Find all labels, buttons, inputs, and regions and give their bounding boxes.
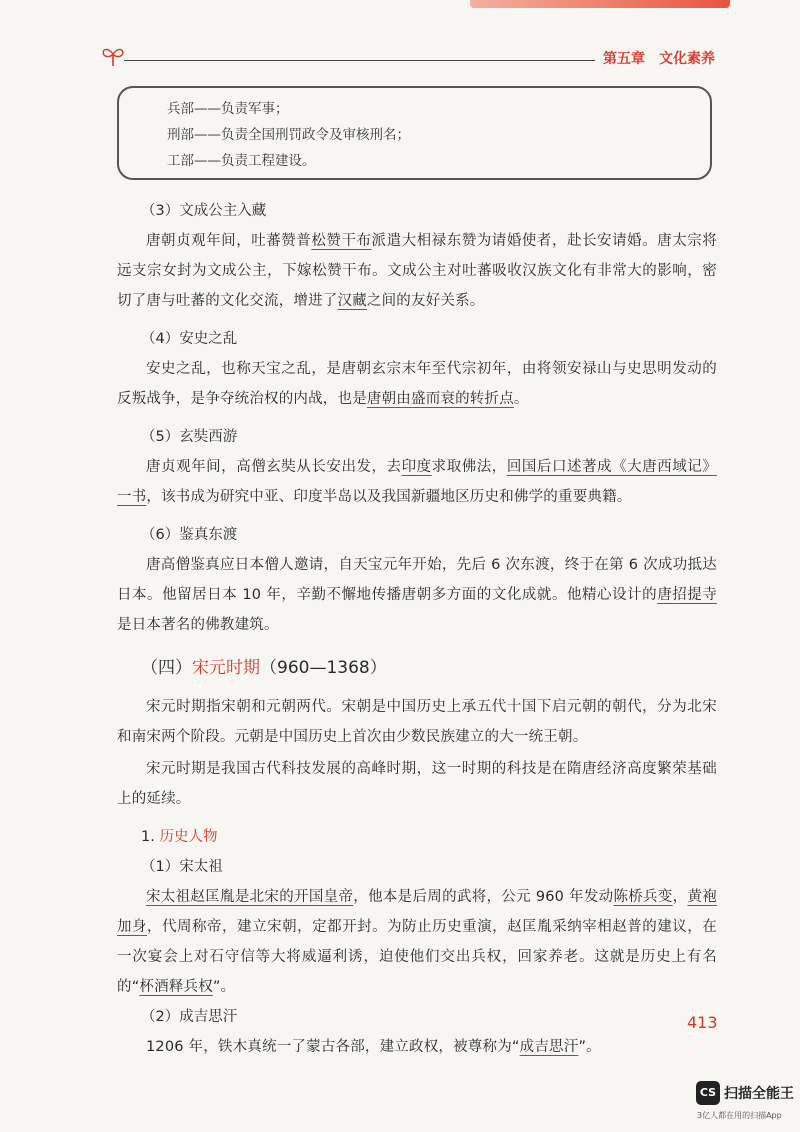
underlined-term: 黄袍加身 <box>117 889 717 935</box>
text-run: ，他本是后周的武将，公元 960 年发动 <box>353 889 614 905</box>
text-run: ，代周称帝，建立宋朝，定都开封。为防止历史重演，赵匡胤采纳宰相赵普的建议，在一次宴会上对石守信等大将威逼利诱，迫使他们交出兵权，回家养老。这就是历史上有名的“ <box>117 919 717 995</box>
chapter-title: 第五章 文化素养 <box>603 51 715 67</box>
subsection-heading: （3）文成公主入藏 <box>141 203 267 219</box>
paragraph: 宋元时期指宋朝和元朝两代。宋朝是中国历史上承五代十国下启元朝的朝代，分为北宋和南宋两个阶段。元朝是中国历史上首次由少数民族建立的大一统王朝。 <box>117 699 717 745</box>
text-run: ”。 <box>212 979 236 995</box>
section-heading-years: （960—1368） <box>260 658 387 678</box>
paragraph <box>117 226 717 316</box>
page-number: 413 <box>687 1013 718 1032</box>
underlined-term: 印度 <box>401 459 432 475</box>
underlined-term: 唐招提寺 <box>657 587 717 603</box>
paragraph <box>117 354 717 414</box>
paragraph: 宋元时期是我国古代科技发展的高峰时期，这一时期的科技是在隋唐经济高度繁荣基础上的延续。 <box>117 761 717 807</box>
note-line: 工部——负责工程建设。 <box>167 153 316 169</box>
paragraph <box>117 882 717 1002</box>
underlined-term: 唐朝由盛而衰的转折点 <box>366 391 514 407</box>
underlined-term: 杯酒释兵权 <box>139 979 213 995</box>
text-run: 1206 年，铁木真统一了蒙古各部，建立政权，被尊称为“ <box>146 1039 520 1055</box>
underlined-term: 成吉思汗 <box>519 1039 579 1055</box>
paragraph <box>117 550 717 640</box>
subsection-heading: （6）鉴真东渡 <box>141 527 238 543</box>
sprout-icon <box>100 42 126 68</box>
section-heading-title: 宋元时期 <box>192 658 260 678</box>
underlined-term: 陈桥兵变 <box>613 889 673 905</box>
subsection-heading: （1）宋太祖 <box>141 859 223 875</box>
underlined-term: 宋太祖赵匡胤是北宋的开国皇帝 <box>146 889 354 905</box>
scanner-tagline: 3亿人都在用的扫描App <box>697 1111 782 1120</box>
main-content <box>117 196 717 1062</box>
text-run: 求取佛法， <box>431 459 507 475</box>
text-run: ， <box>672 889 688 905</box>
text-run: ”。 <box>578 1039 601 1055</box>
text-run: 唐高僧鉴真应日本僧人邀请，自天宝元年开始，先后 6 次东渡，终于在第 6 次成功抵达日本。他留居日本 10 年，辛勤不懈地传播唐朝多方面的文化成就。他精心设计的 <box>117 557 717 603</box>
note-box <box>117 86 712 180</box>
text-run: 。 <box>513 391 529 407</box>
subsection-heading: （4）安史之乱 <box>141 331 238 347</box>
text-run: 安史之乱，也称天宝之乱，是唐朝玄宗末年至代宗初年，由将领安禄山与史思明发动的反叛战争，是争夺统治权的内战，也是 <box>117 361 717 407</box>
subsection-number: 1. <box>141 829 160 845</box>
page-header <box>100 42 715 72</box>
text-run: 派遣大相禄东赞为请婚使者，赴长安请婚。唐太宗将远支宗女封为文成公主，下嫁松赞干布。文成公主对吐蕃吸收汉族文化有非常大的影响，密切了唐与吐蕃的文化交流，增进了 <box>117 233 717 309</box>
header-rule <box>124 60 595 61</box>
subsection-heading: （2）成吉思汗 <box>141 1009 238 1025</box>
subsection-title: 历史人物 <box>159 829 218 845</box>
text-run: 之间的友好关系。 <box>366 293 485 309</box>
scanner-app-name: 扫描全能王 <box>724 1086 794 1102</box>
text-run: 唐贞观年间，高僧玄奘从长安出发，去 <box>146 459 402 475</box>
section-heading-prefix: （四） <box>141 658 192 678</box>
underlined-term: 松赞干布 <box>311 233 372 249</box>
text-run: ，该书成为研究中亚、印度半岛以及我国新疆地区历史和佛学的重要典籍。 <box>146 489 632 505</box>
text-run: 是日本著名的佛教建筑。 <box>117 617 279 633</box>
section-heading <box>141 652 717 684</box>
paragraph <box>117 452 717 512</box>
text-run: 唐朝贞观年间，吐蕃赞普 <box>146 233 312 249</box>
subsection-heading: （5）玄奘西游 <box>141 429 238 445</box>
subsection-heading <box>141 822 717 852</box>
top-color-stripe <box>470 0 730 8</box>
underlined-term: 汉藏 <box>337 293 367 309</box>
paragraph <box>117 1032 717 1062</box>
note-line: 刑部——负责全国刑罚政令及审核刑名； <box>167 127 410 143</box>
scanner-logo-icon: CS <box>696 1081 720 1105</box>
underlined-term: 回国后口述著成《大唐西域记》一书 <box>117 459 717 505</box>
note-line: 兵部——负责军事； <box>167 101 289 117</box>
